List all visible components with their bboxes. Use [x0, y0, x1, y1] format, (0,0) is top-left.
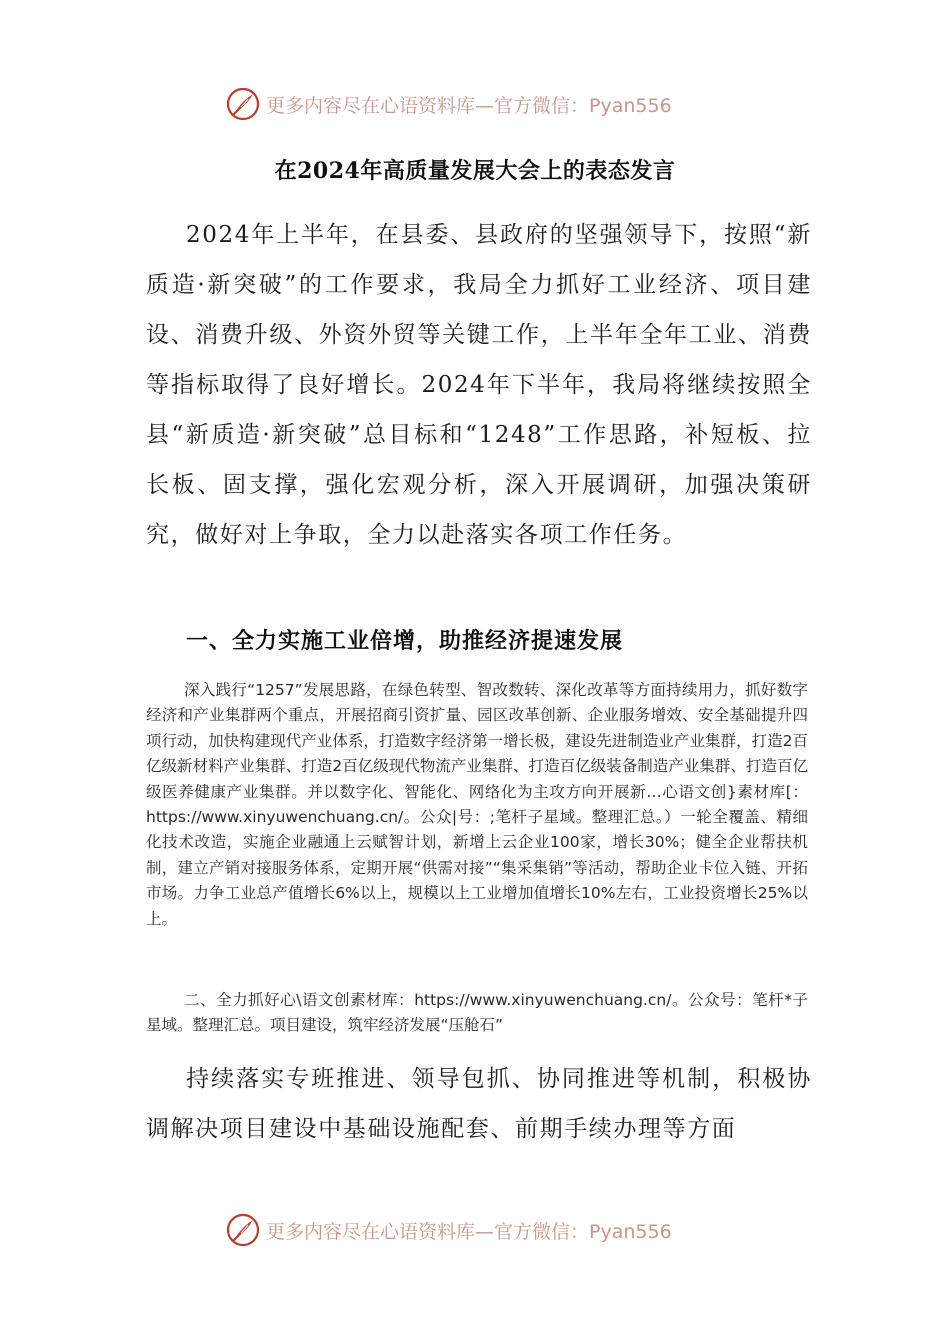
- section-1-heading: 一、全力实施工业倍增，助推经济提速发展: [186, 628, 624, 654]
- watermark-footer: [226, 1212, 672, 1248]
- section-1-paragraph: 深入践行“1257”发展思路，在绿色转型、智改数转、深化改革等方面持续用力，抓好数字经济和产业集群两个重点，开展招商引资扩量、园区改革创新、企业服务增效、安全基础提升四项行动，加快构建现代产业体系，打造数字经济第一增长极，建设先进制造业产业集群，打造2百亿级新材料产业集群、打造2百亿级现代物流产业集群、打造百亿级装备制造产业集群、打造百亿级医养健康产业集群。并以数字化、智能化、网络化为主攻方向开展新…心语文创}素材库[：https://www.xinyuwenchuang.cn/。公众|号：;笔杆子星域。整理汇总。）一轮全覆盖、精细化技术改造，实施企业融通上云赋智计划，新增上云企业100家，增长30%；健全企业帮扶机制，建立产销对接服务体系，定期开展“供需对接”“集采集销”等活动，帮助企业卡位入链、开拓市场。力争工业总产值增长6%以上，规模以上工业增加值增长10%左右，工业投资增长25%以上。: [146, 681, 808, 928]
- document-title: 在2024年高质量发展大会上的表态发言: [274, 158, 676, 184]
- closing-paragraph: 持续落实专班推进、领导包抓、协同推进等机制，积极协调解决项目建设中基础设施配套、前期手续办理等方面: [146, 1066, 812, 1142]
- quill-pen-logo-icon: [226, 1213, 260, 1247]
- quill-pen-logo-icon: [226, 87, 260, 121]
- section-2-paragraph: 二、全力抓好心\语文创素材库：https://www.xinyuwenchuang.cn/。公众号：笔杆*子星域。整理汇总。项目建设，筑牢经济发展“压舱石”: [146, 991, 808, 1035]
- watermark-text: 更多内容尽在心语资料库—官方微信：Pyan556: [266, 94, 672, 117]
- intro-paragraph: 2024年上半年，在县委、县政府的坚强领导下，按照“新质造·新突破”的工作要求，我局全力抓好工业经济、项目建设、消费升级、外资外贸等关键工作，上半年全年工业、消费等指标取得了良好增长。2024年下半年，我局将继续按照全县“新质造·新突破”总目标和“1248”工作思路，补短板、拉长板、固支撑，强化宏观分析，深入开展调研，加强决策研究，做好对上争取，全力以赴落实各项工作任务。: [146, 222, 812, 548]
- watermark-text: 更多内容尽在心语资料库—官方微信：Pyan556: [266, 1220, 672, 1243]
- watermark-header: [226, 86, 672, 122]
